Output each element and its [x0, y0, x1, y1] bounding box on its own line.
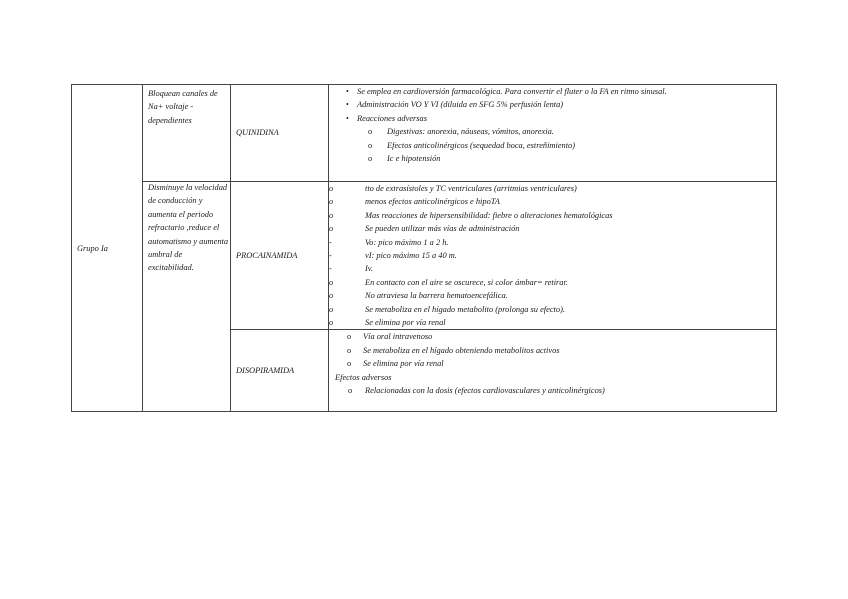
dash-marker: -	[329, 264, 332, 274]
detail-line	[329, 316, 776, 329]
detail-line	[329, 384, 776, 397]
group-cell	[72, 85, 143, 412]
bullet-marker: o	[329, 291, 334, 301]
detail-line	[329, 195, 776, 208]
bullet-marker: o	[347, 345, 352, 355]
detail-text: Reacciones adversas	[357, 113, 428, 123]
detail-text: Vía oral intravenoso	[363, 332, 433, 342]
bullet-marker: o	[329, 224, 334, 234]
dash-marker: -	[329, 237, 332, 247]
detail-text: menos efectos anticolinérgicos e hipoTA	[365, 197, 500, 207]
detail-text: Se emplea en cardioversión farmacológica. Para convertir el fluter o la FA en ritmo sinusal.	[357, 87, 667, 96]
dash-marker: -	[329, 251, 332, 261]
detail-text: Iv.	[365, 264, 373, 274]
mechanism-top-cell	[143, 85, 231, 182]
detail-text: Se metaboliza en el hígado metabolito (prolonga su efecto).	[365, 304, 565, 314]
bullet-marker: •	[346, 100, 349, 110]
detail-line	[329, 276, 776, 289]
detail-line	[329, 209, 776, 222]
detail-text: En contacto con el aire se oscurece, si color ámbar= retirar.	[365, 277, 568, 287]
bullet-marker: o	[329, 184, 334, 193]
bullet-marker: o	[329, 277, 334, 287]
detail-line	[329, 139, 776, 152]
drug-details-procainamida	[329, 182, 777, 330]
mechanism-bottom-cell	[143, 182, 231, 412]
detail-line	[329, 236, 776, 249]
detail-text: Ic e hipotensión	[387, 154, 441, 164]
mechanism-top-text: Bloquean canales de Na+ voltaje - dependientes	[148, 89, 218, 125]
detail-text: No atraviesa la barrera hematoencefálica.	[365, 291, 508, 301]
detail-text: Vo: pico máximo 1 a 2 h.	[365, 237, 449, 247]
detail-text: Se elimina por vía renal	[363, 359, 444, 369]
detail-text: Se metaboliza en el hígado obteniendo metabolitos activos	[363, 345, 560, 355]
bullet-marker: •	[346, 113, 349, 123]
detail-text: vI: pico máximo 15 a 40 m.	[365, 251, 457, 261]
detail-line	[329, 289, 776, 302]
bullet-marker: o	[329, 304, 334, 314]
detail-text: Efectos adversos	[335, 372, 392, 382]
bullet-marker: o	[329, 210, 334, 220]
detail-text: Mas reacciones de hipersensibilidad: fiebre o alteraciones hematológicas	[365, 210, 613, 220]
drug-table	[71, 84, 777, 412]
detail-line	[329, 371, 776, 384]
detail-line	[329, 182, 776, 195]
bullet-marker: •	[346, 87, 349, 96]
detail-line	[329, 112, 776, 125]
drug-name-quinidina: QUINIDINA	[236, 128, 279, 138]
detail-line	[329, 357, 776, 370]
detail-text: Se elimina por vía renal	[365, 318, 446, 328]
bullet-marker: o	[347, 332, 352, 342]
bullet-marker: o	[368, 154, 373, 164]
drug-name-procainamida: PROCAINAMIDA	[236, 251, 298, 261]
detail-line	[329, 344, 776, 357]
detail-text: Relacionadas con la dosis (efectos cardiovasculares y anticolinérgicos)	[365, 386, 605, 396]
detail-line	[329, 330, 776, 343]
detail-line	[329, 249, 776, 262]
detail-line	[329, 152, 776, 165]
detail-text: Efectos anticolinérgicos (sequedad boca, estreñimiento)	[387, 140, 576, 150]
bullet-marker: o	[368, 140, 373, 150]
drug-details-disopiramida	[329, 330, 777, 412]
detail-text: Administración VO Y VI (diluida en SFG 5% perfusión lenta)	[357, 100, 564, 110]
detail-text: Digestivas: anorexia, náuseas, vómitos, anorexia.	[387, 127, 554, 137]
drug-name-cell-disopiramida	[231, 330, 329, 412]
detail-line	[329, 98, 776, 111]
detail-line	[329, 85, 776, 98]
detail-line	[329, 303, 776, 316]
drug-name-cell-quinidina	[231, 85, 329, 182]
detail-line	[329, 262, 776, 275]
detail-line	[329, 222, 776, 235]
bullet-marker: o	[347, 359, 352, 369]
group-label: Grupo Ia	[77, 243, 108, 253]
bullet-marker: o	[348, 386, 353, 396]
drug-name-cell-procainamida	[231, 182, 329, 330]
bullet-marker: o	[329, 318, 334, 328]
detail-text: tto de extrasístoles y TC ventriculares (arritmias ventriculares)	[365, 184, 577, 193]
drug-details-quinidina	[329, 85, 777, 182]
bullet-marker: o	[329, 197, 334, 207]
bullet-marker: o	[368, 127, 373, 137]
detail-text: Se pueden utilizar más vías de administración	[365, 224, 520, 234]
mechanism-bottom-text: Disminuye la velocidad de conducción y aumenta el periodo refractario ,reduce el automatismo y aumenta umbral de excitabilidad.	[148, 183, 229, 273]
drug-name-disopiramida: DISOPIRAMIDA	[236, 366, 295, 376]
detail-line	[329, 125, 776, 138]
